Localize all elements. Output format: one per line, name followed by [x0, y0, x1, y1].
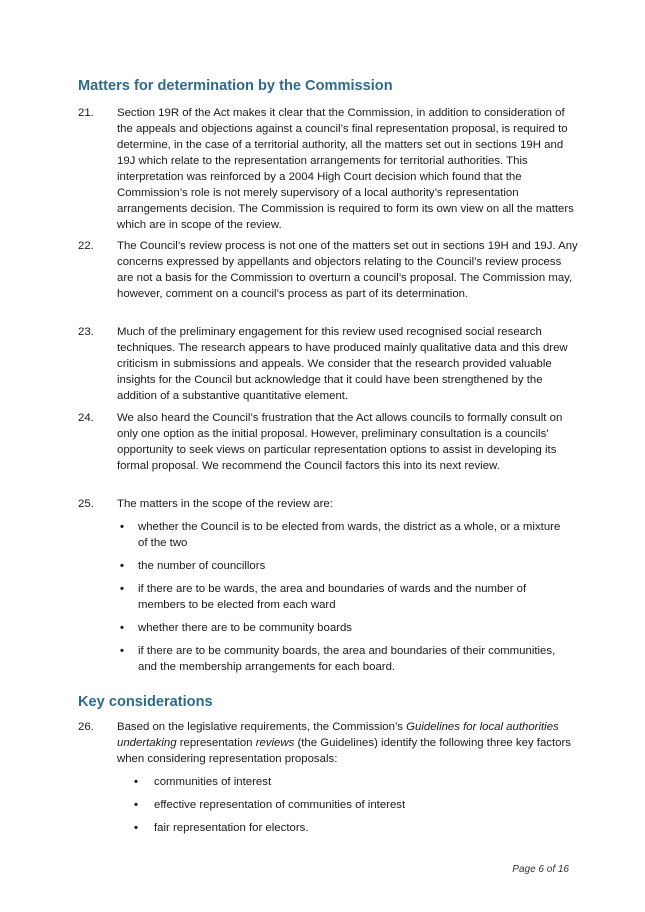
paragraph-text: The matters in the scope of the review are:: [117, 498, 333, 510]
guidelines-title-italic: reviews: [255, 737, 295, 749]
paragraph-number: 23.: [78, 326, 94, 338]
paragraph-text: The Council’s review process is not one of the matters set out in sections 19H and 19J. Any concerns expressed by appellants and objectors relating to the Council’s review process are not a basis for the Commission to overturn a council’s proposal. The Commission may, however, comment on a council’s process as part of its determination.: [117, 240, 578, 300]
paragraph-25: [78, 496, 578, 512]
bullet-icon: •: [120, 560, 124, 572]
paragraph-number: 24.: [78, 412, 94, 424]
paragraph-26: [78, 719, 578, 767]
bullet-icon: •: [120, 583, 124, 595]
list-item-text: if there are to be wards, the area and boundaries of wards and the number of members to be elected from each ward: [138, 583, 527, 611]
text-run: Based on the legislative requirements, the Commission’s: [117, 721, 407, 733]
list-item-text: communities of interest: [154, 776, 272, 788]
list-item-text: the number of councillors: [138, 560, 266, 572]
list-item-text: whether the Council is to be elected from wards, the district as a whole, or a mixture of the two: [138, 521, 561, 549]
text-run: representation: [176, 737, 256, 749]
paragraph-number: 25.: [78, 498, 94, 510]
paragraph-number: 22.: [78, 240, 94, 252]
paragraph-21: [78, 105, 578, 233]
bullet-icon: •: [120, 521, 124, 533]
paragraph-number: 21.: [78, 107, 94, 119]
list-item-text: if there are to be community boards, the area and boundaries of their communities, and the membership arrangements for each board.: [138, 645, 556, 673]
paragraph-number: 26.: [78, 721, 94, 733]
text-run: (the Guidelines) identify the following three key factors when considering representation proposals:: [117, 737, 571, 765]
paragraph-text: Much of the preliminary engagement for this review used recognised social research techniques. The research appears to have produced mainly qualitative data and this drew criticism in submissions and appeals. We consider that the research provided valuable insights for the Council but acknowledge that it could have been strengthened by the addition of a substantive quantitative element.: [117, 326, 568, 402]
list-item-text: effective representation of communities of interest: [154, 799, 406, 811]
bullet-icon: •: [134, 822, 138, 834]
paragraph-text: [117, 719, 578, 767]
bullet-icon: •: [120, 622, 124, 634]
paragraph-22: [78, 238, 578, 318]
bullet-icon: •: [120, 645, 124, 657]
paragraph-24: [78, 410, 578, 490]
section-heading-key-considerations: Key considerations: [78, 694, 213, 710]
guidelines-title-italic: Guidelines for local authorities undertaking: [117, 721, 559, 749]
bullet-icon: •: [134, 776, 138, 788]
section-heading-matters: Matters for determination by the Commission: [78, 78, 393, 94]
paragraph-text: Section 19R of the Act makes it clear that the Commission, in addition to consideration of the appeals and objections against a council’s final representation proposal, is required to determine, in the case of a territorial authority, all the matters set out in sections 19H and 19J which relate to the representation arrangements for territorial authorities. This interpretation was reinforced by a 2004 High Court decision which found that the Commission’s role is not merely supervisory of a local authority’s representation arrangements decision. The Commission is required to form its own view on all the matters which are in scope of the review.: [117, 107, 574, 231]
bullet-icon: •: [134, 799, 138, 811]
paragraph-text: We also heard the Council’s frustration that the Act allows councils to formally consult on only one option as the initial proposal. However, preliminary consultation is a councils’ opportunity to seek views on particular representation options to assist in developing its formal proposal. We recommend the Council factors this into its next review.: [117, 412, 563, 472]
paragraph-23: [78, 324, 578, 404]
list-item-text: whether there are to be community boards: [138, 622, 353, 634]
page-number: Page 6 of 16: [512, 864, 569, 875]
list-item-text: fair representation for electors.: [154, 822, 309, 834]
